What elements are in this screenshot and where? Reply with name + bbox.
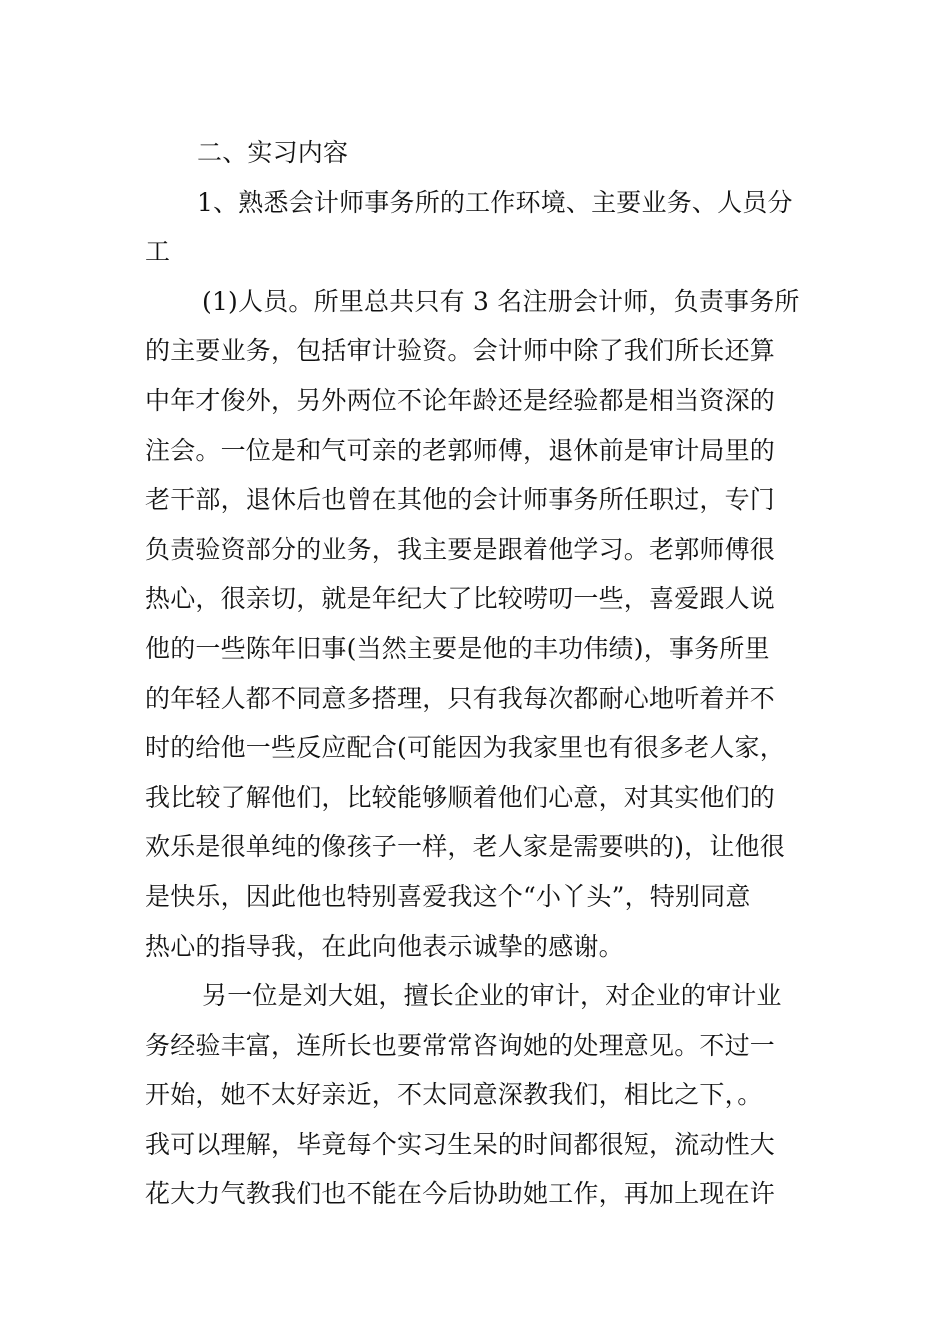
text-line: 注会。一位是和气可亲的老郭师傅，退休前是审计局里的 [145,435,776,465]
text-line: 老干部，退休后也曾在其他的会计师事务所任职过，专门 [145,485,776,515]
text-line: 务经验丰富，连所长也要常常咨询她的处理意见。不过一 [145,1030,776,1060]
text-line: 我比较了解他们，比较能够顺着他们心意，对其实他们的 [145,782,776,812]
subsection-title: 1、熟悉会计师事务所的工作环境、主要业务、人员分 [197,187,793,217]
text-line: (1)人员。所里总共只有 3 名注册会计师，负责事务所 [202,286,800,316]
text-line: 欢乐是很单纯的像孩子一样，老人家是需要哄的)，让他很 [145,832,785,862]
paragraph-personnel [145,277,807,971]
text-line: 热心的指导我，在此向他表示诚挚的感谢。 [145,931,624,961]
text-line: 时的给他一些反应配合(可能因为我家里也有很多老人家， [145,733,785,763]
text-line: 他的一些陈年旧事(当然主要是他的丰功伟绩)，事务所里 [145,633,770,663]
subsection-title-continued: 工 [145,237,171,267]
text-line: 负责验资部分的业务，我主要是跟着他学习。老郭师傅很 [145,534,776,564]
text-line: 我可以理解，毕竟每个实习生呆的时间都很短，流动性大 [145,1129,776,1159]
text-line: 热心，很亲切，就是年纪大了比较唠叨一些，喜爱跟人说 [145,584,776,614]
text-line: 花大力气教我们也不能在今后协助她工作，再加上现在许 [145,1179,776,1209]
text-line: 的年轻人都不同意多搭理，只有我每次都耐心地听着并不 [145,683,776,713]
text-line: 另一位是刘大姐，擅长企业的审计，对企业的审计业 [202,981,782,1011]
text-line: 是快乐，因此他也特别喜爱我这个“小丫头”，特别同意 [145,881,751,911]
section-heading: 二、实习内容 [197,138,349,167]
text-line: 中年才俊外，另外两位不论年龄还是经验都是相当资深的 [145,385,776,415]
text-line: 开始，她不太好亲近，不太同意深教我们，相比之下，。 [145,1080,763,1110]
paragraph-liu [145,971,807,1219]
document-page [145,128,807,1219]
text-line: 的主要业务，包括审计验资。会计师中除了我们所长还算 [145,336,776,366]
